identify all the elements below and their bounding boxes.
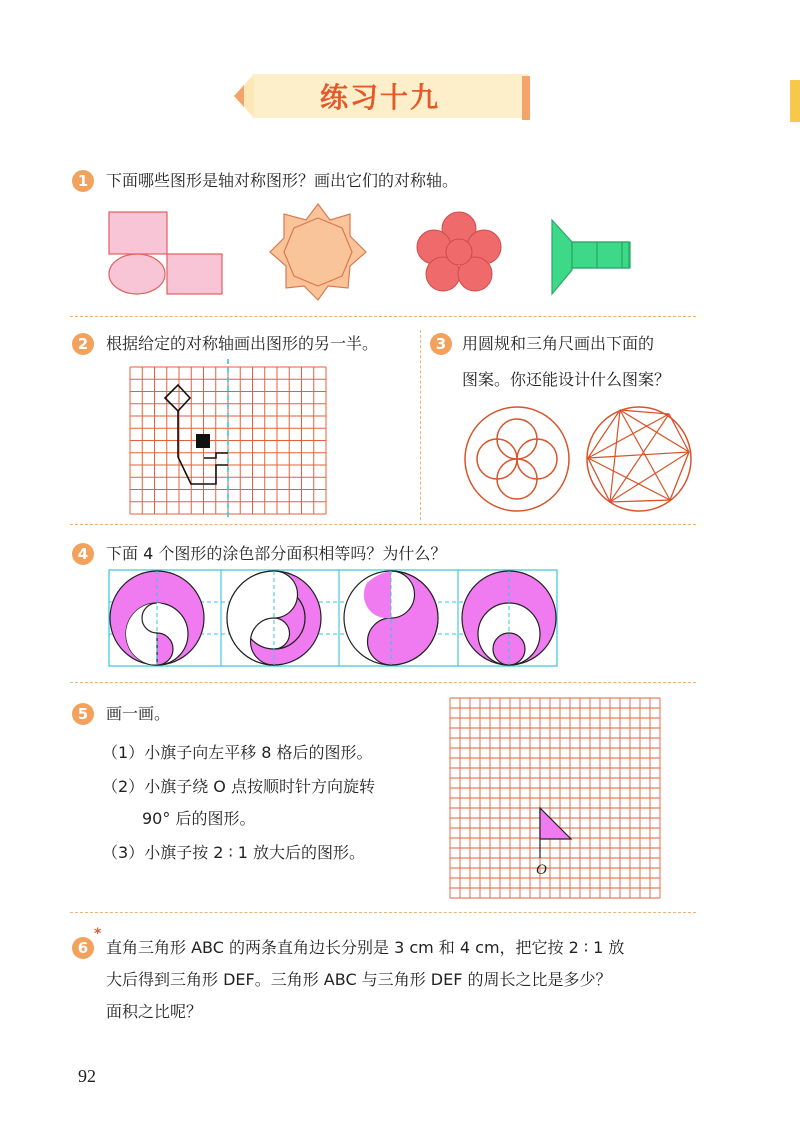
question-number-6: 6 <box>72 937 94 959</box>
q5-point-o-label: O <box>536 862 547 878</box>
question-3-text-line1: 用圆规和三角尺画出下面的 <box>462 334 655 353</box>
question-number-1: 1 <box>72 170 94 192</box>
question-6-line1: 直角三角形 ABC 的两条直角边长分别是 3 cm 和 4 cm，把它按 2 ∶ 1 放 <box>106 938 625 957</box>
q2-grid-figure <box>130 367 326 519</box>
q5-item-2-text: 小旗子绕 O 点按顺时针方向旋转 <box>144 777 375 796</box>
q3-circle-star-pattern <box>584 404 694 514</box>
q1-shape-circle-flower <box>412 204 504 294</box>
q5-grid-flag <box>450 698 662 898</box>
q5-item-1-label: （1） <box>102 743 145 762</box>
question-1-text: 下面哪些图形是轴对称图形？画出它们的对称轴。 <box>106 171 459 190</box>
q5-item-2-cont-text: 90° 后的图形。 <box>142 809 256 828</box>
q5-item-2-cont <box>142 806 255 832</box>
question-2-text: 根据给定的对称轴画出图形的另一半。 <box>106 334 379 353</box>
q5-item-3-text: 小旗子按 2 ∶ 1 放大后的图形。 <box>144 843 366 862</box>
q4-figure-2 <box>227 571 321 665</box>
page-title: 练习十九 <box>319 81 440 114</box>
q1-shape-rectangles-ellipse <box>106 208 226 298</box>
q5-item-2 <box>102 774 375 800</box>
divider-vertical <box>420 330 421 520</box>
question-5-text: 画一画。 <box>106 704 171 723</box>
q3-circle-flower-pattern <box>462 404 572 514</box>
divider-3 <box>70 682 696 683</box>
q1-shape-star-octagon <box>266 200 370 304</box>
q5-item-3 <box>102 840 365 866</box>
question-number-3: 3 <box>430 333 452 355</box>
q4-figure-4 <box>462 571 556 665</box>
divider-2 <box>70 524 696 525</box>
q4-figure-3 <box>344 571 438 665</box>
q5-item-1 <box>102 740 373 766</box>
question-number-5: 5 <box>72 703 94 725</box>
q4-yin-yang-figures <box>108 569 560 669</box>
q5-item-3-label: （3） <box>102 843 145 862</box>
q5-item-2-label: （2） <box>102 777 145 796</box>
question-6-line3: 面积之比呢？ <box>106 1002 203 1021</box>
question-6-line2: 大后得到三角形 DEF。三角形 ABC 与三角形 DEF 的周长之比是多少？ <box>106 970 612 989</box>
q5-item-1-text: 小旗子向左平移 8 格后的图形。 <box>144 743 373 762</box>
q1-shape-green-blocks <box>548 216 638 298</box>
question-4-text: 下面 4 个图形的涂色部分面积相等吗？为什么？ <box>106 544 447 563</box>
question-number-2: 2 <box>72 333 94 355</box>
divider-4 <box>70 912 696 913</box>
q4-figure-1 <box>110 571 204 665</box>
question-3-text-line2: 图案。你还能设计什么图案？ <box>462 370 671 389</box>
side-tab <box>790 80 800 122</box>
q6-star-icon: * <box>94 926 102 942</box>
question-number-4: 4 <box>72 543 94 565</box>
divider-1 <box>70 316 696 317</box>
page-number: 92 <box>78 1066 96 1086</box>
